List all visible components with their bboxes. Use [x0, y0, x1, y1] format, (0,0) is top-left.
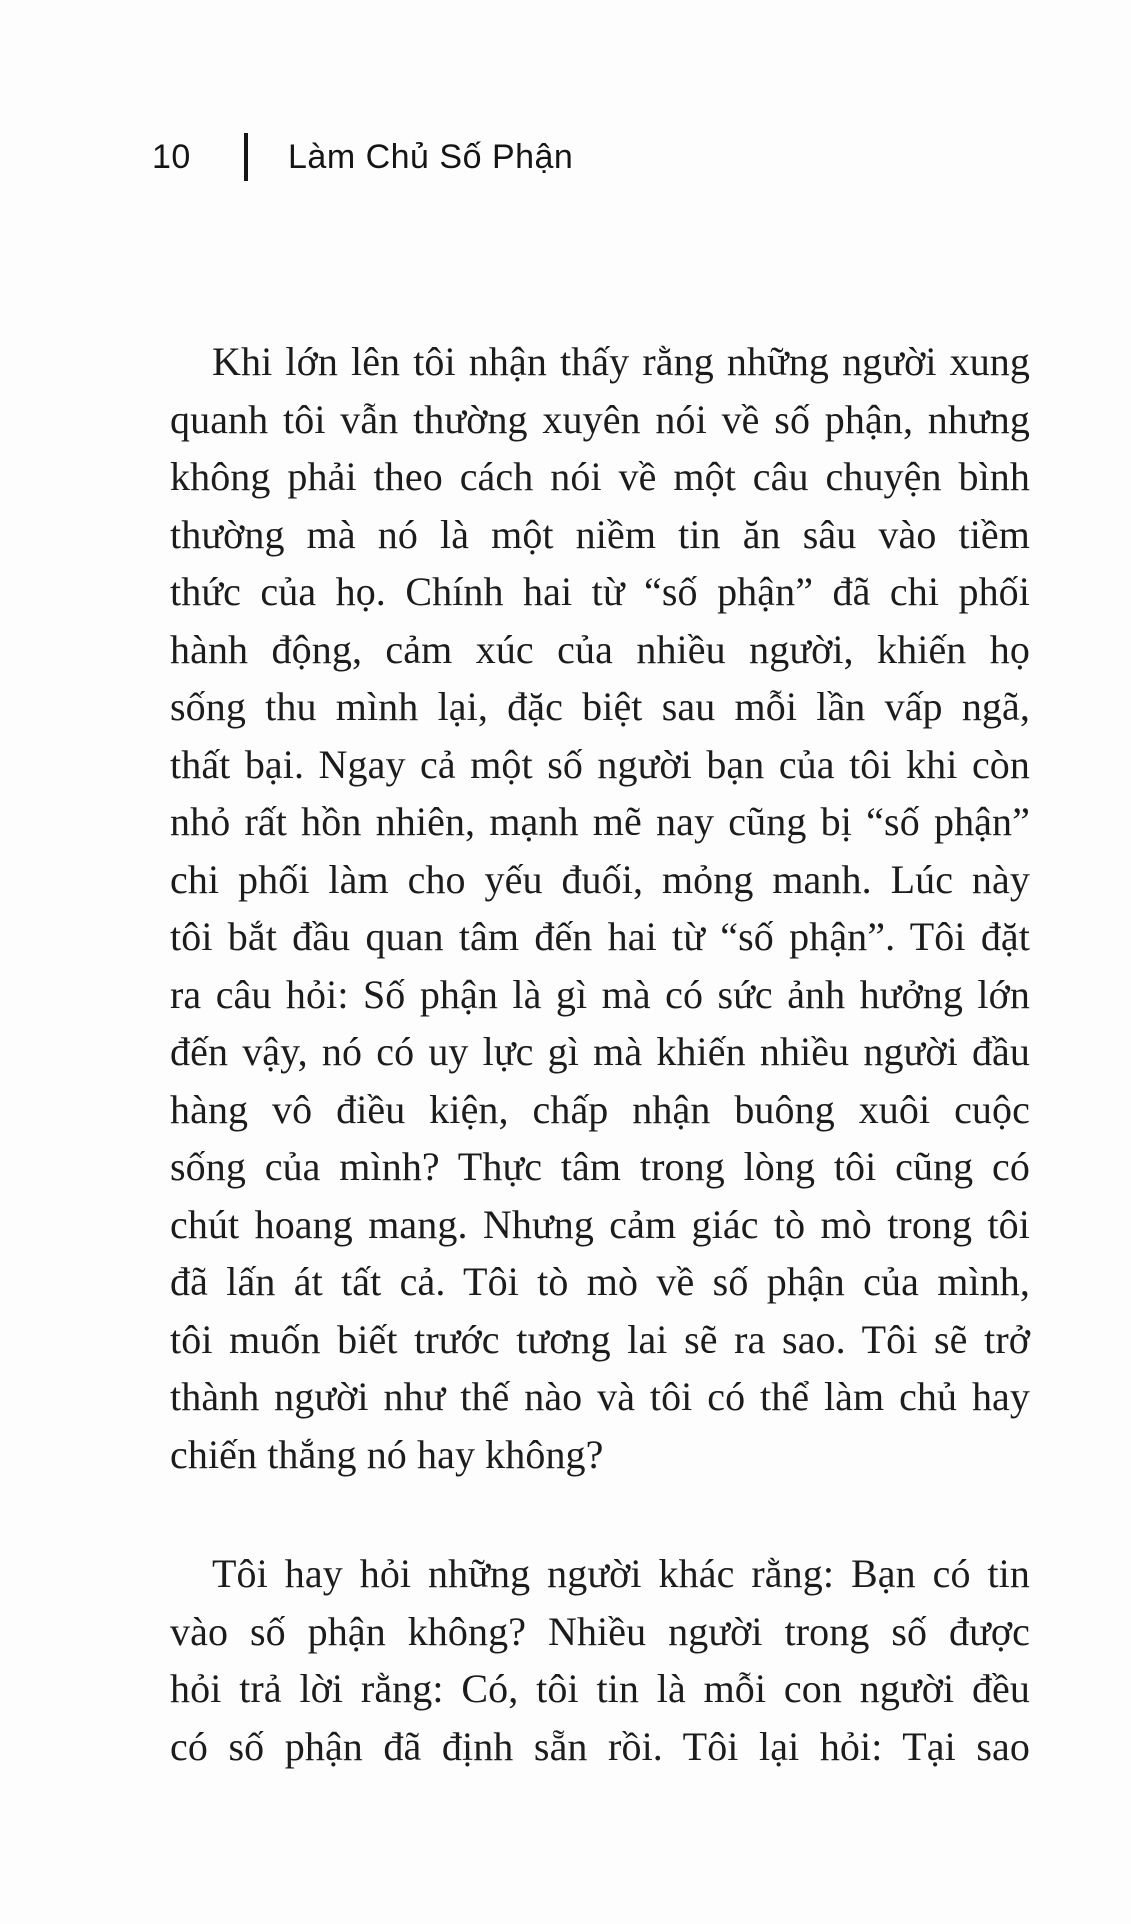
text-line: sống thu mình lại, đặc biệt sau mỗi lần vấp ngã, — [170, 684, 1030, 729]
text-line: thành người như thế nào và tôi có thể làm chủ hay — [170, 1374, 1030, 1419]
text-line: thường mà nó là một niềm tin ăn sâu vào tiềm — [170, 511, 1030, 557]
header-divider — [244, 133, 248, 181]
text-line: sống của mình? Thực tâm trong lòng tôi cũng có — [170, 1144, 1030, 1189]
text-line: đến vậy, nó có uy lực gì mà khiến nhiều người đầu — [170, 1029, 1030, 1074]
text-line: quanh tôi vẫn thường xuyên nói về số phận, nhưng — [170, 396, 1030, 442]
text-line: thất bại. Ngay cả một số người bạn của tôi khi còn — [170, 741, 1030, 787]
text-line: hành động, cảm xúc của nhiều người, khiến họ — [170, 626, 1030, 672]
page-number: 10 — [152, 137, 191, 176]
text-line: không phải theo cách nói về một câu chuyện bình — [170, 454, 1030, 499]
text-line: Tôi hay hỏi những người khác rằng: Bạn có tin — [212, 1551, 1030, 1596]
text-line: thức của họ. Chính hai từ “số phận” đã chi phối — [170, 569, 1030, 614]
text-line: tôi muốn biết trước tương lai sẽ ra sao. Tôi sẽ trở — [170, 1316, 1030, 1362]
text-line: ra câu hỏi: Số phận là gì mà có sức ảnh hưởng lớn — [170, 971, 1030, 1017]
text-line: chiến thắng nó hay không? — [170, 1431, 604, 1477]
text-line: tôi bắt đầu quan tâm đến hai từ “số phận”. Tôi đặt — [170, 914, 1030, 959]
text-line: chút hoang mang. Nhưng cảm giác tò mò trong tôi — [170, 1201, 1030, 1247]
text-line: hỏi trả lời rằng: Có, tôi tin là mỗi con người đều — [170, 1666, 1030, 1711]
text-line: đã lấn át tất cả. Tôi tò mò về số phận của mình, — [170, 1259, 1030, 1304]
text-line: có số phận đã định sẵn rồi. Tôi lại hỏi: Tại sao — [170, 1723, 1030, 1769]
text-line: hàng vô điều kiện, chấp nhận buông xuôi cuộc — [170, 1086, 1030, 1132]
text-line: chi phối làm cho yếu đuối, mỏng manh. Lúc này — [170, 856, 1030, 902]
paragraph-1 — [170, 333, 1030, 1483]
running-header — [152, 132, 573, 182]
book-title: Làm Chủ Số Phận — [288, 137, 574, 176]
text-line: Khi lớn lên tôi nhận thấy rằng những người xung — [212, 339, 1030, 384]
text-line: vào số phận không? Nhiều người trong số được — [170, 1608, 1030, 1654]
text-line: nhỏ rất hồn nhiên, mạnh mẽ nay cũng bị “số phận” — [170, 799, 1030, 844]
paragraph-2 — [170, 1545, 1030, 1775]
